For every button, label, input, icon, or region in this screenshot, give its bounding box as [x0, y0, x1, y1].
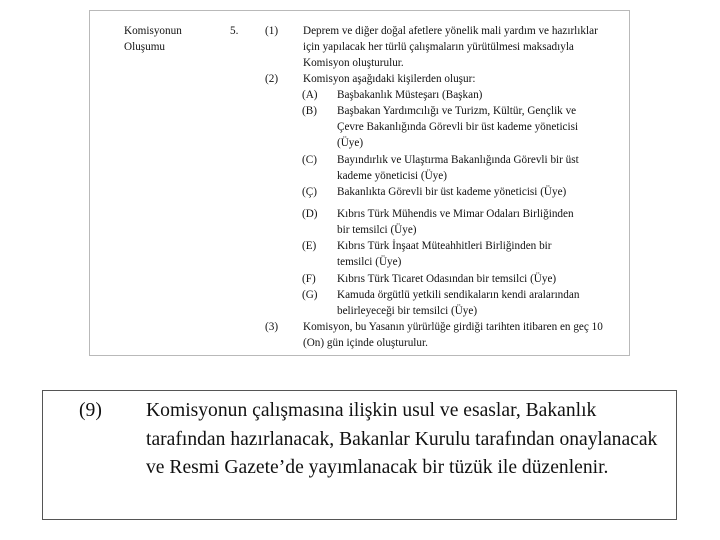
subsection-number: (3): [265, 321, 279, 333]
clause-9-box: [42, 390, 677, 520]
section-heading: Komisyonun Oluşumu: [124, 25, 182, 54]
subsection-number: (1): [265, 25, 279, 37]
subsection-text: Komisyon, bu Yasanın yürürlüğe girdiği tarihten itibaren en geç 10 (On) gün içinde oluşturulur.: [303, 321, 603, 350]
clause-number: (9): [79, 400, 102, 421]
item-letter: (C): [302, 154, 317, 166]
item-text: Bakanlıkta Görevli bir üst kademe yöneticisi (Üye): [337, 186, 567, 198]
item-letter: (A): [302, 89, 318, 101]
item-text: Kıbrıs Türk Ticaret Odasından bir temsilci (Üye): [337, 273, 557, 285]
section-number: 5.: [230, 25, 239, 37]
law-excerpt-box: [89, 10, 630, 356]
item-letter: (F): [302, 273, 316, 285]
item-letter: (Ç): [302, 186, 317, 198]
item-text: Bayındırlık ve Ulaştırma Bakanlığında Görevli bir üst kademe yöneticisi (Üye): [337, 154, 579, 183]
subsection-text: Deprem ve diğer doğal afetlere yönelik mali yardım ve hazırlıklar için yapılacak her türlü çalışmaların yürütülmesi maksadıyla Komisyon oluşturulur.: [303, 25, 598, 70]
item-text: Başbakanlık Müsteşarı (Başkan): [337, 89, 483, 101]
item-letter: (G): [302, 289, 318, 301]
item-text: Başbakan Yardımcılığı ve Turizm, Kültür, Gençlik ve Çevre Bakanlığında Görevli bir üst kademe yöneticisi (Üye): [337, 105, 579, 150]
item-letter: (D): [302, 208, 318, 220]
item-text: Kamuda örgütlü yetkili sendikaların kendi aralarından belirleyeceği bir temsilci (Üye): [337, 289, 580, 318]
clause-text: Komisyonun çalışmasına ilişkin usul ve esaslar, Bakanlık tarafından hazırlanacak, Bakanlar Kurulu tarafından onaylanacak ve Resmi Gazete’de yayımlanacak bir tüzük ile düzenlenir.: [146, 400, 658, 479]
item-letter: (B): [302, 105, 317, 117]
subsection-text: Komisyon aşağıdaki kişilerden oluşur:: [303, 73, 476, 85]
item-text: Kıbrıs Türk İnşaat Müteahhitleri Birliğinden bir temsilci (Üye): [337, 240, 552, 269]
item-letter: (E): [302, 240, 317, 252]
subsection-number: (2): [265, 73, 279, 85]
item-text: Kıbrıs Türk Mühendis ve Mimar Odaları Birliğinden bir temsilci (Üye): [337, 208, 574, 237]
